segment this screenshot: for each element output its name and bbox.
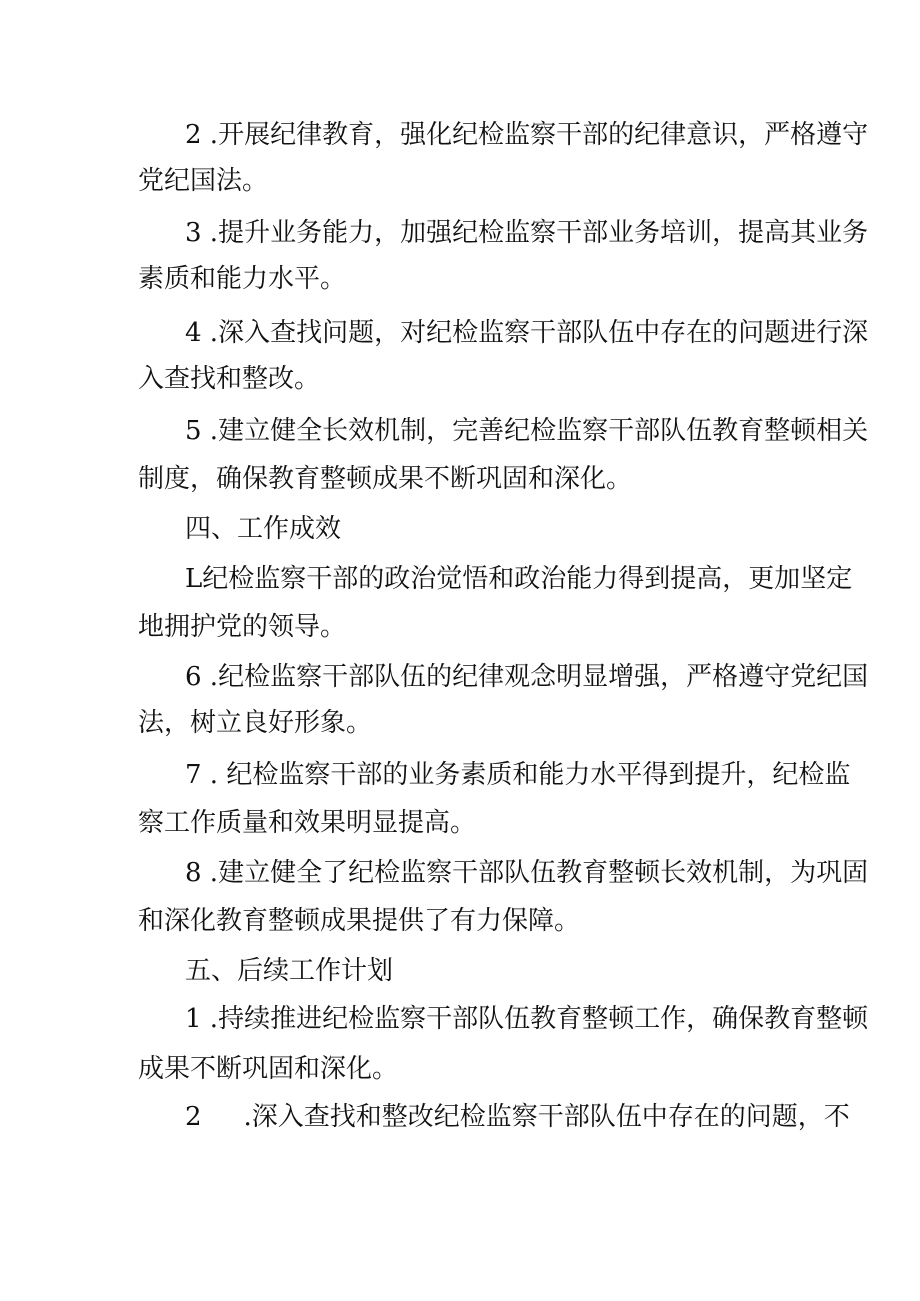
paragraph-line: 3 .提升业务能力，加强纪检监察干部业务培训，提高其业务 <box>185 218 869 248</box>
list-number: 2 <box>185 1102 202 1132</box>
paragraph-line: 6 .纪检监察干部队伍的纪律观念明显增强，严格遵守党纪国 <box>185 662 869 692</box>
paragraph-line: 法，树立良好形象。 <box>138 708 373 738</box>
paragraph-line: 5 .建立健全长效机制，完善纪检监察干部队伍教育整顿相关 <box>185 416 869 446</box>
paragraph-line: 素质和能力水平。 <box>138 264 347 294</box>
paragraph-line: 4 .深入查找问题，对纪检监察干部队伍中存在的问题进行深 <box>185 318 869 348</box>
paragraph-line: L纪检监察干部的政治觉悟和政治能力得到提高，更加坚定 <box>185 564 853 594</box>
paragraph-line: 和深化教育整顿成果提供了有力保障。 <box>138 906 581 936</box>
section-heading: 五、后续工作计划 <box>185 956 394 986</box>
section-heading: 四、工作成效 <box>185 514 342 544</box>
paragraph-line <box>185 1100 850 1134</box>
paragraph-line: 党纪国法。 <box>138 166 269 196</box>
paragraph-line: 地拥护党的领导。 <box>138 612 347 642</box>
paragraph-line: 成果不断巩固和深化。 <box>138 1054 399 1084</box>
paragraph-line: 入查找和整改。 <box>138 364 321 394</box>
paragraph-line: 察工作质量和效果明显提高。 <box>138 808 477 838</box>
paragraph-text: .深入查找和整改纪检监察干部队伍中存在的问题，不 <box>243 1102 850 1132</box>
paragraph-line: 制度，确保教育整顿成果不断巩固和深化。 <box>138 464 633 494</box>
paragraph-line: 2 .开展纪律教育，强化纪检监察干部的纪律意识，严格遵守 <box>185 120 869 150</box>
paragraph-line: 7 . 纪检监察干部的业务素质和能力水平得到提升，纪检监 <box>185 760 851 790</box>
paragraph-line: 8 .建立健全了纪检监察干部队伍教育整顿长效机制，为巩固 <box>185 858 869 888</box>
paragraph-line: 1 .持续推进纪检监察干部队伍教育整顿工作，确保教育整顿 <box>185 1004 869 1034</box>
